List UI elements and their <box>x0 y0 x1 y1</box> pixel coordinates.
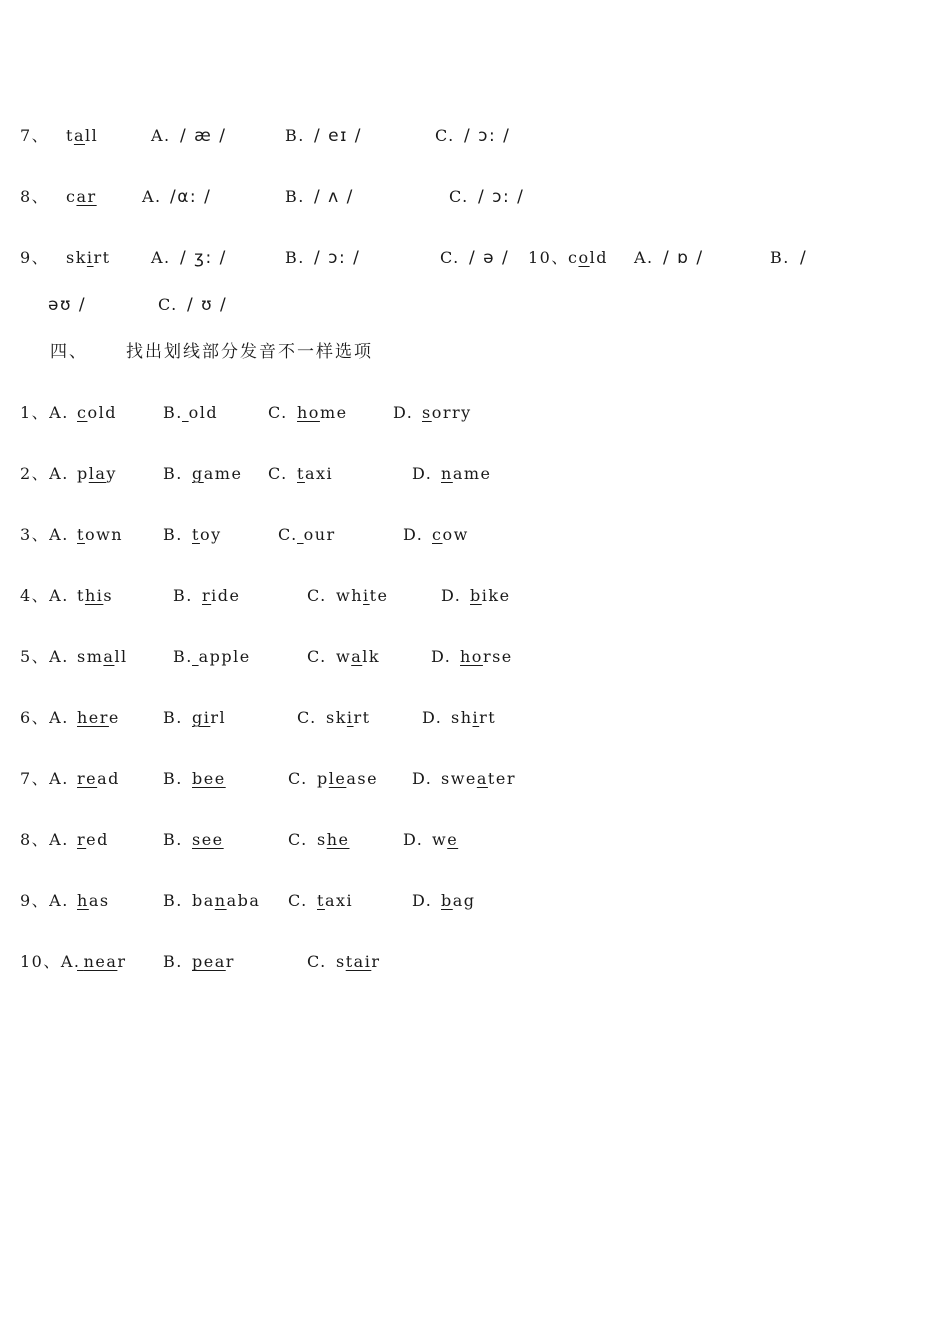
word-part: r <box>371 952 381 971</box>
question-10-option-b-ipa-start: / <box>800 248 808 268</box>
option-a-label: A. <box>151 248 171 267</box>
option-b-label: B. <box>285 126 305 145</box>
word-part: p <box>77 464 89 483</box>
word-part: ow <box>442 525 469 544</box>
option-b-label: B. <box>163 464 183 483</box>
section-title: 找出划线部分发音不一样选项 <box>126 342 373 362</box>
question-row <box>0 401 950 427</box>
word-part: rse <box>482 647 513 666</box>
word-part: rt <box>479 708 497 727</box>
word-part: w <box>432 830 448 849</box>
word-part: ad <box>97 769 120 788</box>
option-b-word <box>192 828 224 852</box>
option-a-word <box>77 401 117 425</box>
word-part: e <box>108 708 120 727</box>
question-number: 7、A. <box>20 769 69 788</box>
underlined-part: ho <box>297 403 320 422</box>
option-c-word <box>297 523 336 547</box>
option-b-word <box>192 523 222 547</box>
question-number: 9、A. <box>20 891 69 910</box>
option-d-label: D. <box>412 769 433 788</box>
word-part: ase <box>346 769 379 788</box>
question-row <box>0 584 950 610</box>
option-b-label: B. <box>173 647 193 666</box>
question-row <box>0 828 950 854</box>
question-row <box>0 462 950 488</box>
question-number: 10、A. <box>20 952 81 971</box>
word-part: rt <box>93 248 111 267</box>
word-part: apple <box>198 647 251 666</box>
underlined-part: a <box>351 647 363 666</box>
word-part: r <box>225 952 235 971</box>
word-part: aba <box>226 891 261 910</box>
option-d-word <box>422 401 472 425</box>
word-part: our <box>303 525 336 544</box>
option-c-word <box>297 401 348 425</box>
question-number: 3、A. <box>20 525 69 544</box>
word-part: w <box>336 647 352 666</box>
underlined-part: tai <box>345 952 372 971</box>
section-4-heading <box>0 340 950 366</box>
option-a-word <box>77 828 109 852</box>
word-part: ba <box>192 891 215 910</box>
underlined-part: n <box>441 464 453 483</box>
underlined-part: i <box>86 248 94 267</box>
underlined-part: t <box>192 525 200 544</box>
underlined-part: b <box>441 891 453 910</box>
word-part: orry <box>431 403 472 422</box>
underlined-part: la <box>88 464 107 483</box>
blank-underline <box>192 647 199 666</box>
word-part: p <box>317 769 329 788</box>
option-d-word <box>460 645 513 669</box>
option-a-word <box>77 645 128 669</box>
word-part: oy <box>199 525 222 544</box>
word-part: sk <box>66 248 87 267</box>
option-c-label: C. <box>268 403 288 422</box>
word-part: ld <box>589 248 608 267</box>
word-part: swe <box>441 769 477 788</box>
option-d-word <box>432 523 469 547</box>
question-number: 9、 <box>20 248 50 267</box>
option-a-word <box>77 950 127 974</box>
option-c-label: C. <box>297 708 317 727</box>
option-b-word <box>192 462 242 486</box>
question-row <box>0 523 950 549</box>
option-b-label: B. <box>163 769 183 788</box>
underlined-part: c <box>432 525 443 544</box>
word-part: rt <box>353 708 371 727</box>
underlined-part: g <box>192 464 204 483</box>
option-a-label: A. <box>142 187 162 206</box>
option-b-label: B. <box>163 830 183 849</box>
option-c-label: C. <box>440 248 460 267</box>
option-c-label: C. <box>435 126 455 145</box>
word-part: axi <box>304 464 334 483</box>
option-c-ipa: / ə / <box>469 248 510 268</box>
word-part: ame <box>203 464 243 483</box>
underlined-part: ho <box>460 647 483 666</box>
option-b-label: B. <box>163 403 183 422</box>
option-d-label: D. <box>422 708 443 727</box>
word-part: as <box>88 891 110 910</box>
question-10-option-b-ipa-end: əʊ / <box>48 295 87 315</box>
option-d-label: D. <box>441 586 462 605</box>
word-part: s <box>103 586 114 605</box>
question-10-option-a-ipa: / ɒ / <box>663 248 704 268</box>
question-number: 1、A. <box>20 403 69 422</box>
option-b-label: B. <box>163 525 183 544</box>
blank-underline <box>77 952 84 971</box>
option-d-label: D. <box>393 403 414 422</box>
option-b-word <box>192 950 235 974</box>
word-part: wh <box>336 586 363 605</box>
word-part: ter <box>487 769 516 788</box>
option-c-label: C. <box>307 586 327 605</box>
question-number: 6、A. <box>20 708 69 727</box>
word-part: te <box>369 586 389 605</box>
underlined-part: t <box>77 525 85 544</box>
underlined-part: gi <box>192 708 211 727</box>
option-d-label: D. <box>403 525 424 544</box>
word-part: c <box>568 248 579 267</box>
word-part: rl <box>210 708 227 727</box>
underlined-part: nea <box>83 952 118 971</box>
option-d-label: D. <box>431 647 452 666</box>
target-word <box>66 246 111 270</box>
option-b-ipa: / ɔ: / <box>314 248 361 268</box>
underlined-part: r <box>202 586 212 605</box>
option-a-word <box>77 462 117 486</box>
target-word <box>66 185 97 209</box>
option-c-word <box>336 584 389 608</box>
option-b-word <box>192 767 226 791</box>
option-b-word <box>182 401 218 425</box>
option-d-word <box>451 706 496 730</box>
word-part: lk <box>362 647 381 666</box>
option-d-word <box>441 767 516 791</box>
word-part: sh <box>451 708 473 727</box>
option-b-ipa: / eɪ / <box>314 126 363 146</box>
option-d-label: D. <box>412 891 433 910</box>
option-b-label: B. <box>163 708 183 727</box>
option-c-word <box>326 706 371 730</box>
underlined-part: ar <box>76 187 97 206</box>
option-d-word <box>441 462 492 486</box>
question-number: 5、A. <box>20 647 69 666</box>
option-a-word <box>77 523 123 547</box>
word-part: old <box>87 403 117 422</box>
question-row <box>0 767 950 793</box>
option-b-label: B. <box>173 586 193 605</box>
word-part: ame <box>452 464 492 483</box>
underlined-part: b <box>470 586 482 605</box>
section-number: 四、 <box>50 342 88 362</box>
underlined-part: i <box>472 708 480 727</box>
option-c-word <box>317 828 350 852</box>
question-number: 8、 <box>20 187 50 206</box>
underlined-part: her <box>77 708 109 727</box>
underlined-part: h <box>77 891 89 910</box>
question-9 <box>0 246 950 272</box>
option-b-label: B. <box>285 248 305 267</box>
question-number: 7、 <box>20 126 50 145</box>
question-number: 8、A. <box>20 830 69 849</box>
underlined-part: le <box>328 769 347 788</box>
option-b-word <box>192 706 226 730</box>
underlined-part: a <box>103 647 115 666</box>
word-part: c <box>66 187 77 206</box>
option-a-ipa: /α: / <box>170 187 212 207</box>
word-part: ll <box>114 647 128 666</box>
question-10-continued <box>0 293 950 319</box>
option-c-label: C. <box>288 769 308 788</box>
word-part: ed <box>86 830 109 849</box>
word-part: s <box>317 830 327 849</box>
option-a-word <box>77 584 113 608</box>
option-d-word <box>470 584 511 608</box>
option-b-ipa: / ʌ / <box>314 187 354 207</box>
word-part: old <box>188 403 219 422</box>
question-10-number: 10、 <box>528 248 569 267</box>
question-row <box>0 950 950 976</box>
option-c-label: C. <box>288 830 308 849</box>
word-part: t <box>77 586 85 605</box>
option-c-ipa: / ɔ: / <box>464 126 511 146</box>
blank-underline <box>182 403 189 422</box>
word-part: y <box>106 464 117 483</box>
underlined-part: o <box>578 248 590 267</box>
underlined-part: n <box>214 891 227 910</box>
option-b-word <box>202 584 240 608</box>
underlined-part: t <box>297 464 305 483</box>
word-part: axi <box>324 891 354 910</box>
option-b-label: B. <box>163 891 183 910</box>
blank-underline <box>297 525 304 544</box>
question-row <box>0 645 950 671</box>
underlined-part: s <box>422 403 432 422</box>
option-d-word <box>432 828 458 852</box>
option-a-ipa: / æ / <box>180 126 227 146</box>
word-part: ike <box>481 586 511 605</box>
option-d-label: D. <box>403 830 424 849</box>
underlined-part: pea <box>192 952 226 971</box>
underlined-part: c <box>77 403 88 422</box>
underlined-part: t <box>317 891 325 910</box>
word-part: sm <box>77 647 104 666</box>
question-number: 2、A. <box>20 464 69 483</box>
option-c-word <box>317 767 378 791</box>
option-c-word <box>297 462 333 486</box>
option-a-word <box>77 706 120 730</box>
underlined-part: re <box>77 769 98 788</box>
word-part: ll <box>84 126 99 145</box>
option-a-word <box>77 767 120 791</box>
underlined-part: i <box>346 708 354 727</box>
question-10-option-c-label: C. <box>158 295 178 314</box>
option-c-word <box>336 950 380 974</box>
option-c-word <box>317 889 353 913</box>
target-word <box>66 124 98 148</box>
word-part: own <box>84 525 124 544</box>
underlined-part: e <box>447 830 459 849</box>
option-c-label: C. <box>278 525 298 544</box>
option-c-label: C. <box>268 464 288 483</box>
option-c-label: C. <box>449 187 469 206</box>
underlined-part: a <box>476 769 488 788</box>
option-c-label: C. <box>288 891 308 910</box>
question-number: 4、A. <box>20 586 69 605</box>
underlined-part: see <box>192 830 224 849</box>
underlined-part: a <box>73 126 85 145</box>
underlined-part: bee <box>192 769 226 788</box>
word-part: me <box>319 403 348 422</box>
underlined-part: he <box>326 830 350 849</box>
option-a-label: A. <box>151 126 171 145</box>
option-c-label: C. <box>307 647 327 666</box>
option-a-ipa: / ʒ: / <box>180 248 227 268</box>
underlined-part: hi <box>84 586 104 605</box>
question-row <box>0 889 950 915</box>
option-b-label: B. <box>285 187 305 206</box>
underlined-part: r <box>77 830 87 849</box>
underlined-part: i <box>363 586 370 605</box>
option-a-word <box>77 889 110 913</box>
word-part: t <box>66 126 74 145</box>
option-b-label: B. <box>163 952 183 971</box>
word-part: r <box>117 952 127 971</box>
option-b-word <box>192 645 251 669</box>
question-10-option-a-label: A. <box>634 248 654 267</box>
word-part: s <box>336 952 346 971</box>
question-7 <box>0 124 950 150</box>
question-10-word <box>568 246 608 270</box>
word-part: ag <box>452 891 476 910</box>
option-c-label: C. <box>307 952 327 971</box>
question-row <box>0 706 950 732</box>
option-d-word <box>441 889 476 913</box>
option-b-word <box>192 889 260 913</box>
option-d-label: D. <box>412 464 433 483</box>
option-c-ipa: / ɔ: / <box>478 187 525 207</box>
word-part: sk <box>326 708 347 727</box>
question-10-option-c-ipa: / ʊ / <box>187 295 228 315</box>
word-part: ide <box>211 586 241 605</box>
option-c-word <box>336 645 380 669</box>
question-10-option-b-label: B. <box>770 248 790 267</box>
question-8 <box>0 185 950 211</box>
